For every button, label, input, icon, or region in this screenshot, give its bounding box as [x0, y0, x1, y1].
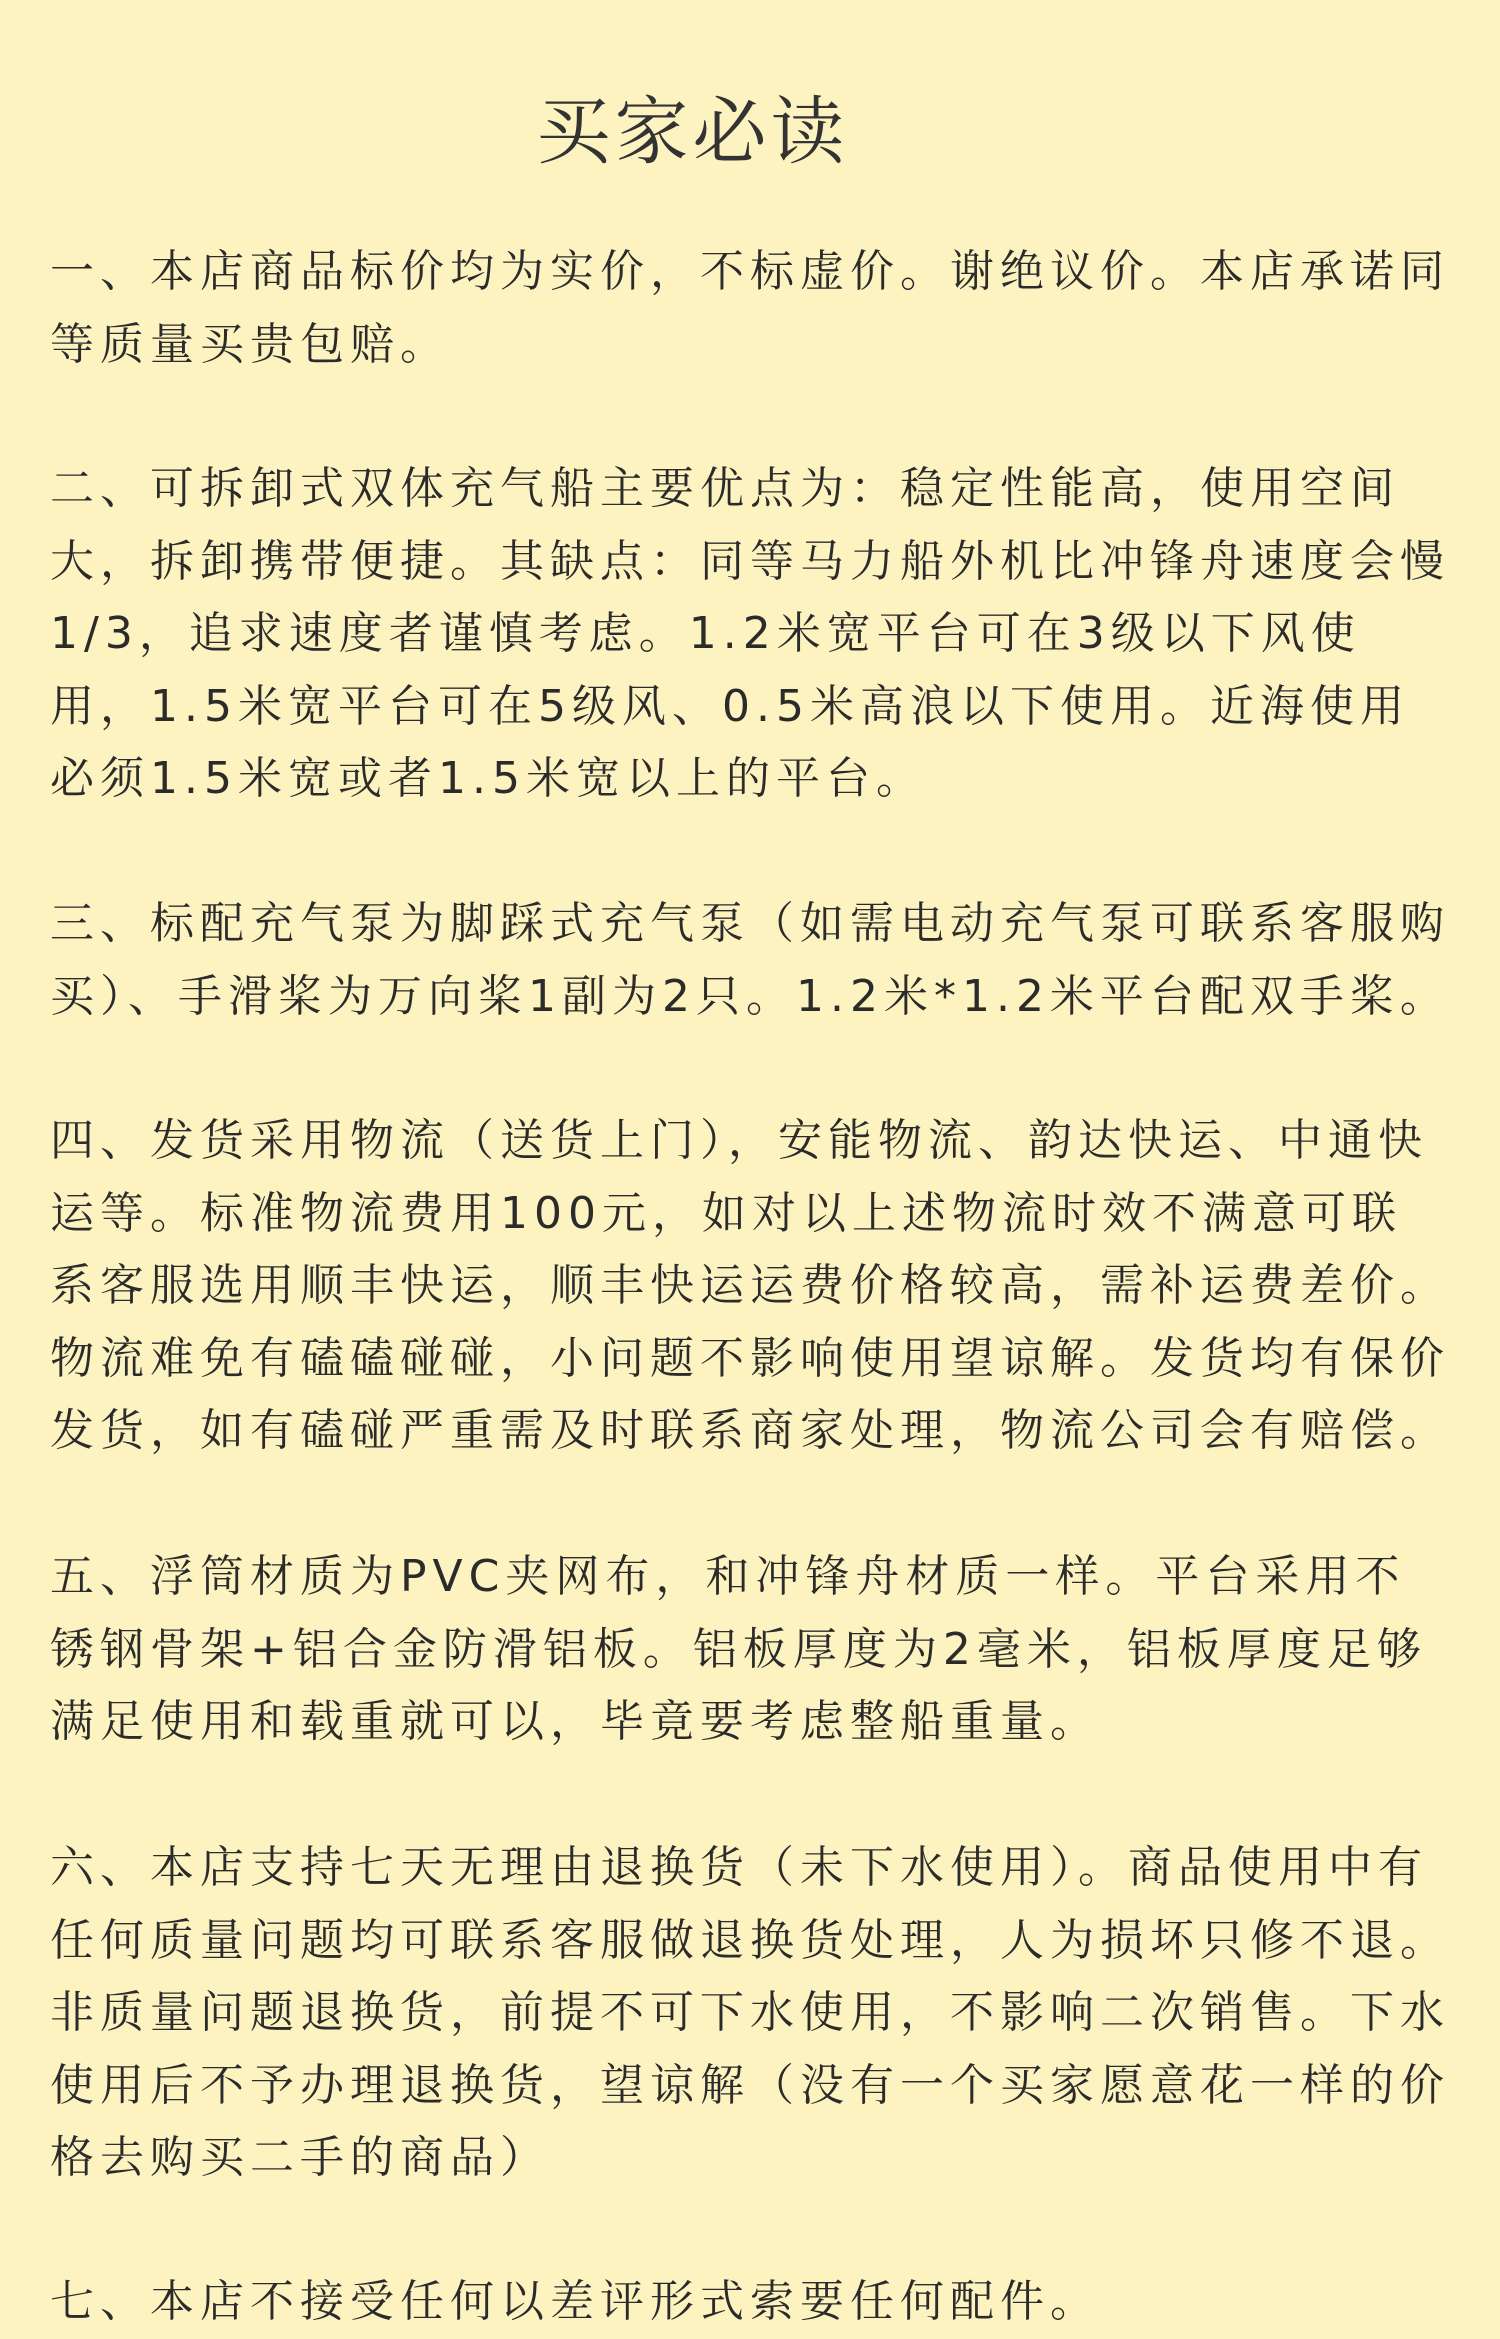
- notice-item-4: 四、发货采用物流（送货上门），安能物流、韵达快运、中通快运等。标准物流费用100元，如对以上述物流时效不满意可联系客服选用顺丰快运，顺丰快运运费价格较高，需补运费差价。物流难免有磕磕碰碰，小问题不影响使用望谅解。发货均有保价发货，如有磕碰严重需及时联系商家处理，物流公司会有赔偿。: [50, 1115, 1450, 1456]
- notice-item-2: 二、可拆卸式双体充气船主要优点为：稳定性能高，使用空间大，拆卸携带便捷。其缺点：同等马力船外机比冲锋舟速度会慢1/3，追求速度者谨慎考虑。1.2米宽平台可在3级以下风使用，1.5米宽平台可在5级风、0.5米高浪以下使用。近海使用必须1.5米宽或者1.5米宽以上的平台。: [50, 463, 1450, 804]
- notice-item-1: 一、本店商品标价均为实价，不标虚价。谢绝议价。本店承诺同等质量买贵包赔。: [50, 246, 1450, 370]
- notice-item-6: 六、本店支持七天无理由退换货（未下水使用）。商品使用中有任何质量问题均可联系客服做退换货处理，人为损坏只修不退。非质量问题退换货，前提不可下水使用，不影响二次销售。下水使用后不予办理退换货，望谅解（没有一个买家愿意花一样的价格去购买二手的商品）: [50, 1842, 1450, 2183]
- notice-item-5: 五、浮筒材质为PVC夹网布，和冲锋舟材质一样。平台采用不锈钢骨架+铝合金防滑铝板。铝板厚度为2毫米，铝板厚度足够满足使用和载重就可以，毕竟要考虑整船重量。: [50, 1551, 1427, 1747]
- page-title: 买家必读: [536, 89, 849, 175]
- notice-item-3: 三、标配充气泵为脚踩式充气泵（如需电动充气泵可联系客服购买）、手滑桨为万向桨1副为2只。1.2米*1.2米平台配双手桨。: [50, 898, 1450, 1022]
- notice-item-7: 七、本店不接受任何以差评形式索要任何配件。: [50, 2276, 1100, 2327]
